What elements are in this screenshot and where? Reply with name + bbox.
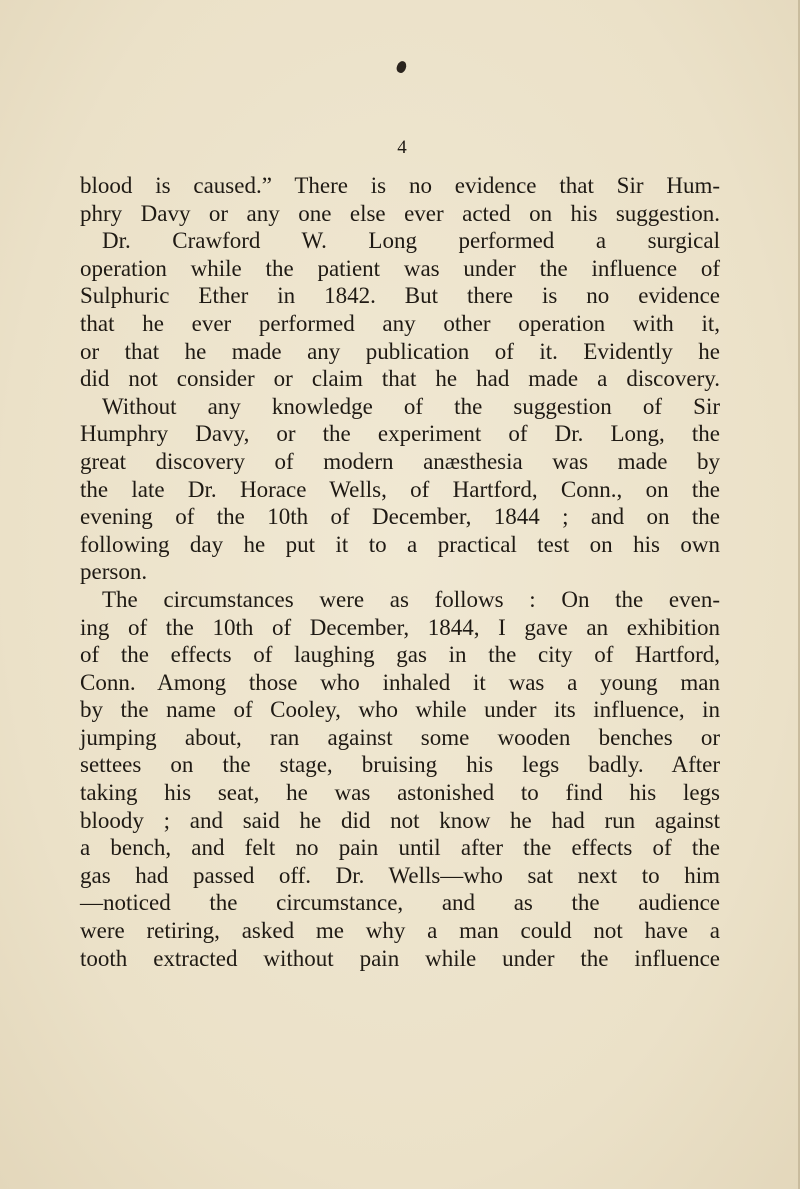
text-line: jumping about, ran against some wooden benches or	[80, 724, 720, 750]
text-line: Humphry Davy, or the experiment of Dr. Long, the	[80, 421, 720, 447]
text-line: of the effects of laughing gas in the city of Hartford,	[80, 642, 720, 668]
text-line: a bench, and felt no pain until after the effects of the	[80, 835, 720, 861]
text-line: tooth extracted without pain while under the influence	[80, 945, 720, 971]
body-text	[80, 172, 720, 972]
text-line: evening of the 10th of December, 1844 ; and on the	[80, 504, 720, 530]
text-line: The circumstances were as follows : On the even-	[102, 586, 720, 612]
text-line: were retiring, asked me why a man could not have a	[80, 918, 720, 944]
text-line: —noticed the circumstance, and as the audience	[80, 890, 720, 916]
text-line: or that he made any publication of it. Evidently he	[80, 338, 720, 364]
ink-blot	[395, 60, 408, 74]
text-line: great discovery of modern anæsthesia was made by	[80, 448, 720, 474]
text-line: Dr. Crawford W. Long performed a surgical	[102, 228, 720, 254]
text-line: settees on the stage, bruising his legs badly. After	[80, 752, 720, 778]
text-line: Without any knowledge of the suggestion of Sir	[102, 393, 720, 419]
text-line: ing of the 10th of December, 1844, I gave an exhibition	[80, 614, 720, 640]
text-line: phry Davy or any one else ever acted on his suggestion.	[80, 200, 720, 226]
text-line: taking his seat, he was astonished to find his legs	[80, 780, 720, 806]
text-line: blood is caused.” There is no evidence that Sir Hum-	[80, 173, 720, 198]
text-line: gas had passed off. Dr. Wells—who sat next to him	[80, 862, 720, 888]
text-line: that he ever performed any other operation with it,	[80, 310, 720, 336]
text-line: person.	[80, 559, 148, 585]
text-line: Conn. Among those who inhaled it was a young man	[80, 669, 720, 695]
text-line: following day he put it to a practical test on his own	[80, 531, 720, 557]
text-line: operation while the patient was under the influence of	[80, 255, 720, 281]
text-line: by the name of Cooley, who while under its influence, in	[80, 697, 720, 723]
text-line: did not consider or claim that he had made a discovery.	[80, 366, 720, 392]
text-line: the late Dr. Horace Wells, of Hartford, Conn., on the	[80, 476, 720, 502]
text-line: Sulphuric Ether in 1842. But there is no evidence	[80, 283, 720, 309]
text-line: bloody ; and said he did not know he had run against	[80, 807, 720, 833]
page-number: 4	[397, 137, 407, 158]
